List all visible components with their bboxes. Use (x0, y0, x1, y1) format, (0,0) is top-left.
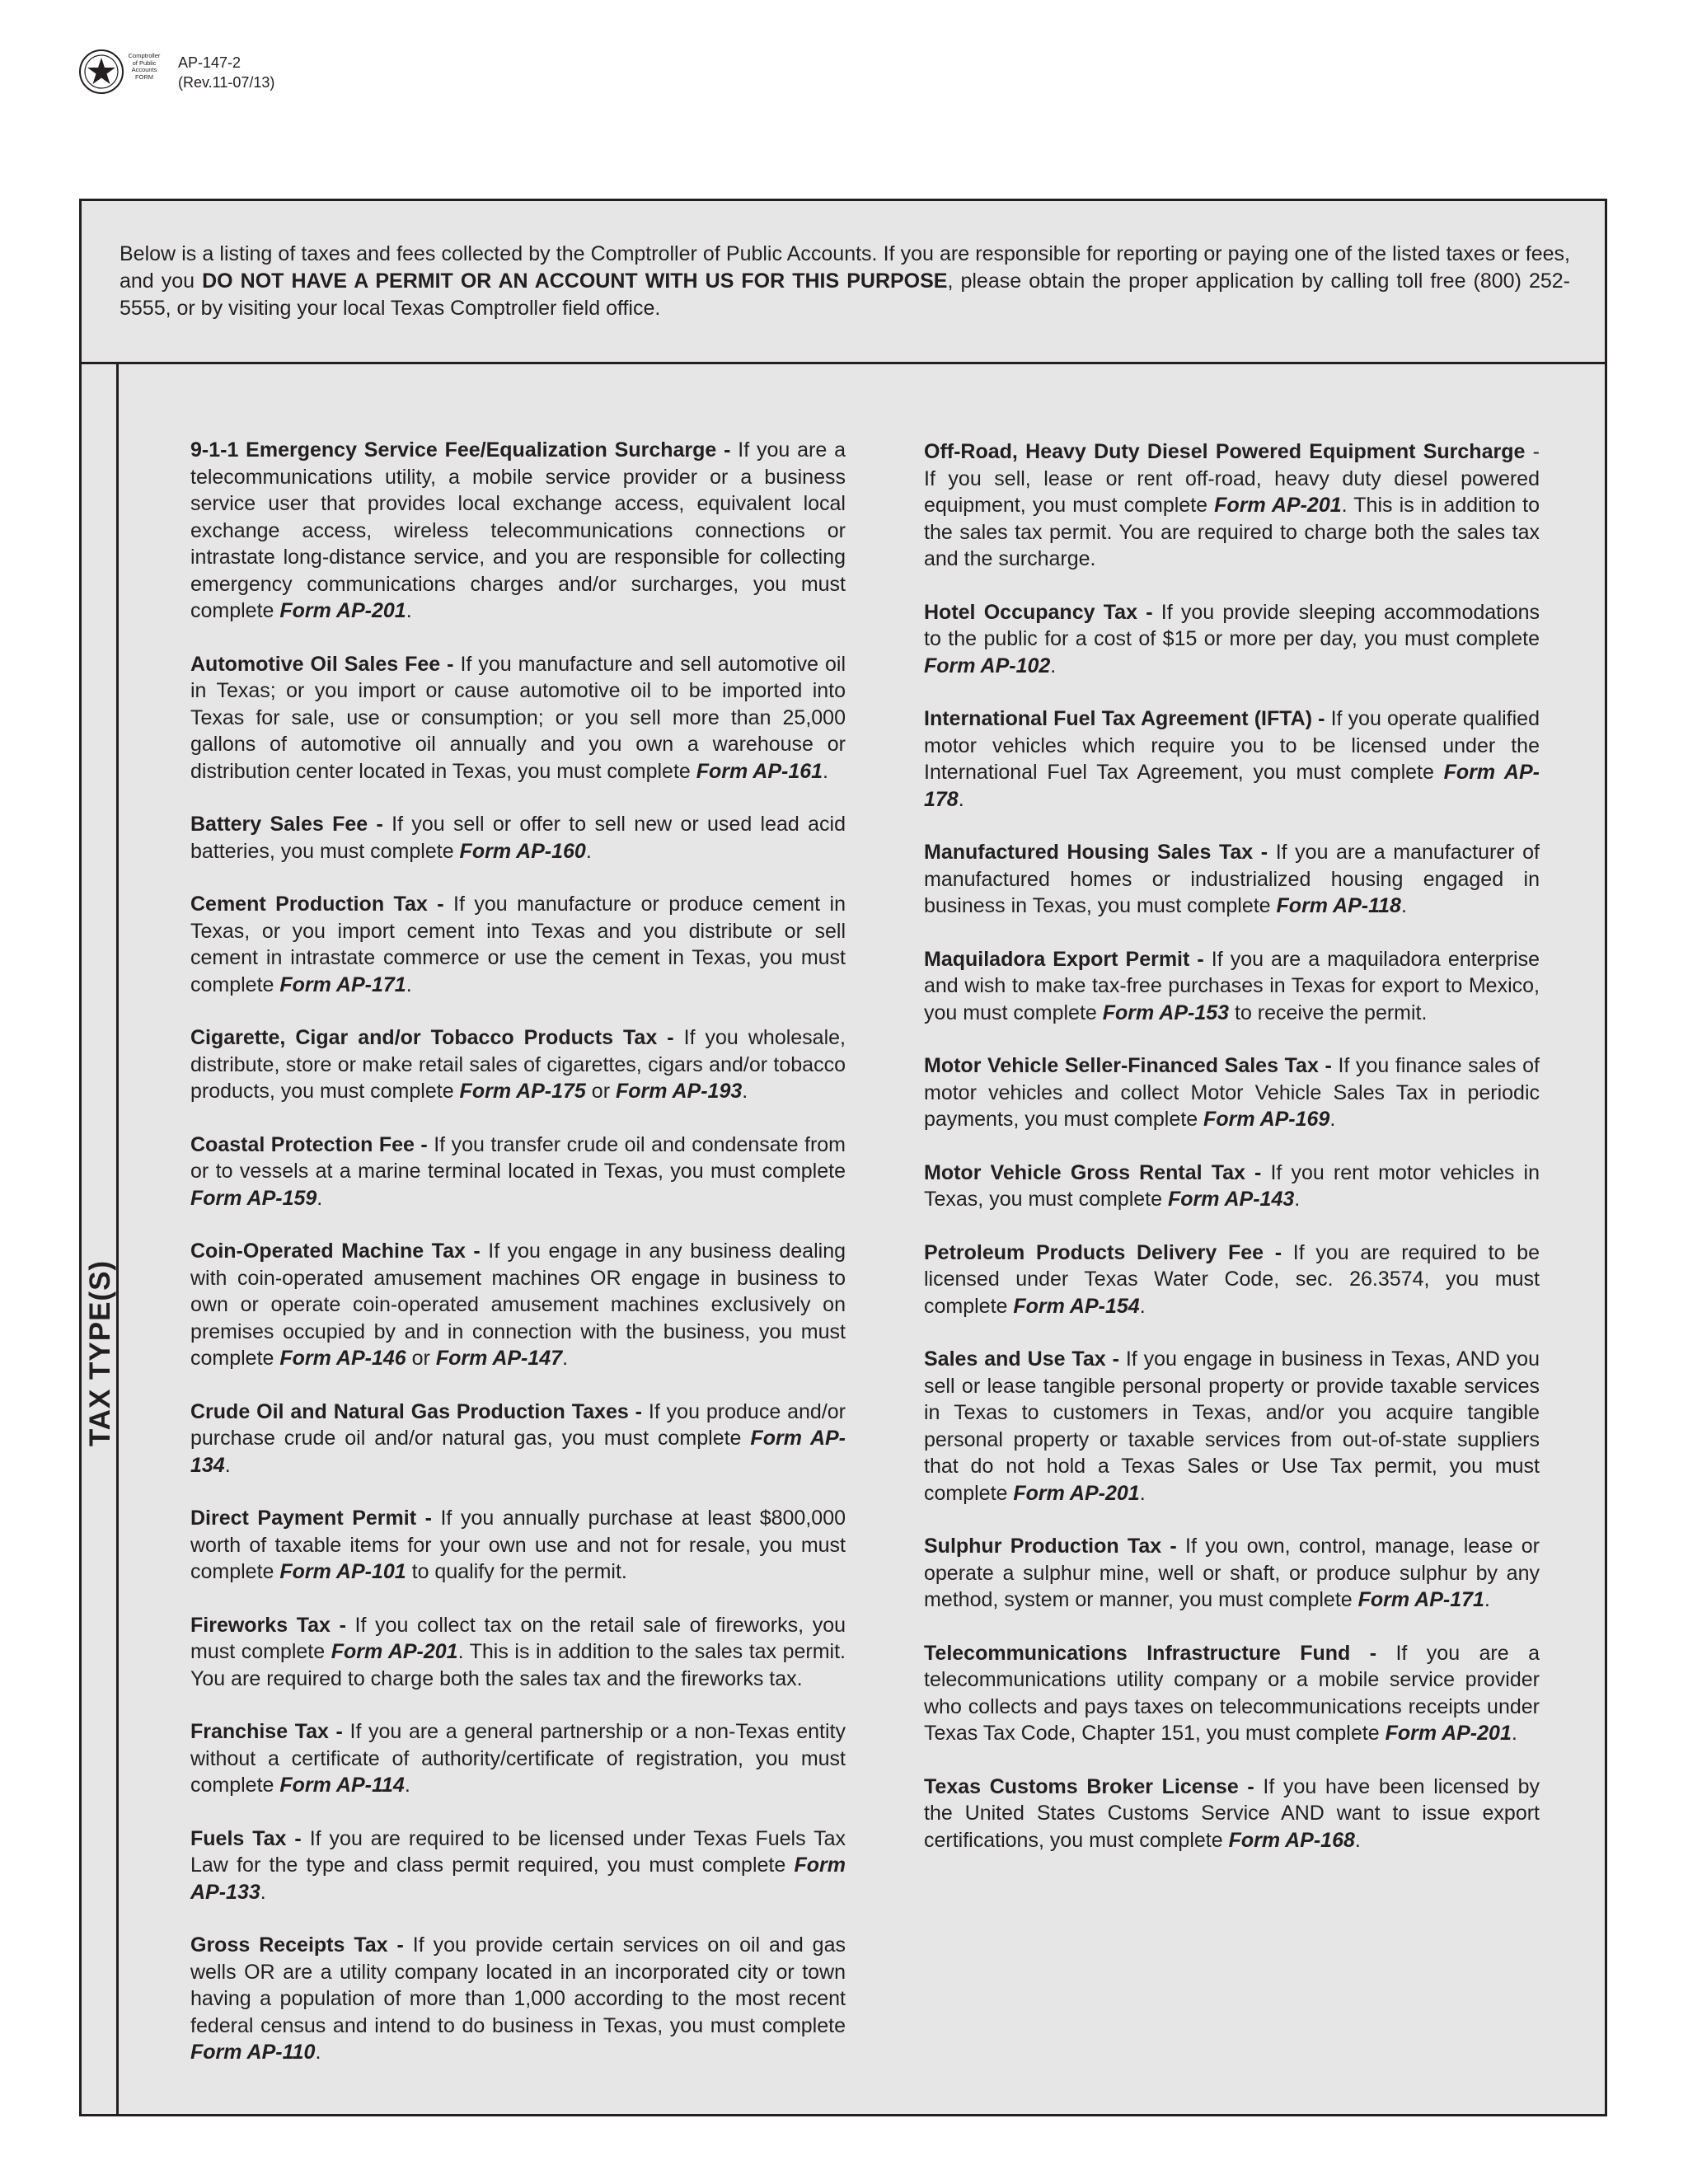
tax-entry (190, 1932, 846, 2066)
tax-entry-title: Motor Vehicle Seller-Financed Sales Tax - (924, 1054, 1332, 1077)
tax-entry-title: Telecommunications Infrastructure Fund - (924, 1641, 1377, 1665)
left-column (190, 437, 846, 2093)
intro-paragraph (82, 201, 1605, 364)
form-reference: Form AP-118 (1276, 894, 1401, 917)
form-reference: Form AP-114 (279, 1774, 405, 1797)
tax-entry-text: . (1329, 1108, 1336, 1131)
seal-caption (125, 53, 163, 81)
form-reference: Form AP-168 (1228, 1828, 1355, 1852)
tax-entry-text: . This is in addition to the sales tax permit. You are required to charge both the sales tax and the surcharge. (924, 494, 1540, 570)
tax-entry-title: Sulphur Production Tax - (924, 1535, 1177, 1558)
form-reference: Form AP-101 (279, 1560, 406, 1583)
tax-entry (924, 438, 1540, 573)
tax-entry-title: Cigarette, Cigar and/or Tobacco Products Tax - (190, 1026, 674, 1049)
tax-entry (190, 1718, 846, 1799)
form-reference: Form AP-153 (1102, 1001, 1230, 1024)
form-reference: Form AP-134 (190, 1427, 846, 1477)
tax-entry-text: If you collect tax on the retail sale of fireworks, you must complete (190, 1613, 846, 1663)
tax-entry (190, 1132, 846, 1212)
tax-entry (924, 1640, 1540, 1747)
tax-entry-text: If you manufacture and sell automotive oil in Texas; or you import or cause automotive oil to be imported into Texas for sale, use or consumption; or you sell more than 25,000 gallons of automotive oil annually and you own a warehouse or distribution center located in Texas, you must complete (190, 652, 846, 783)
right-column (924, 438, 1540, 1880)
seal-line: FORM (134, 73, 154, 81)
tax-type-sidebar (82, 364, 119, 2114)
form-revision: (Rev.11-07/13) (178, 74, 275, 91)
tax-entry-text: If you are a telecommunications utility company or a mobile service provider who collects and pays taxes on telecommunications receipts under Texas Tax Code, Chapter 151, you must complete (924, 1641, 1540, 1745)
tax-entry-text: . (585, 839, 592, 863)
tax-type-label: TAX TYPE(S) (84, 1259, 116, 1447)
form-reference: Form AP-146 (279, 1347, 406, 1370)
tax-entry (190, 1825, 846, 1906)
tax-entry-text: If you have been licensed by the United States Customs Service AND want to issue export certifications, you must complete (924, 1774, 1540, 1852)
form-reference: Form AP-160 (459, 839, 586, 863)
tax-entry-text: If you engage in any business dealing with coin-operated amusement machines OR engage in business to own or operate coin-operated amusement machines exclusively on premises occupied by and in connection with the business, you must complete (190, 1240, 846, 1370)
seal-line: Comptroller (128, 52, 161, 59)
tax-entry-title: Coin-Operated Machine Tax - (190, 1240, 481, 1263)
tax-entry-text: If you own, control, manage, lease or operate a sulphur mine, well or shaft, or produce sulphur by any method, system or manner, you must complete (924, 1535, 1540, 1611)
tax-entry-text: If you engage in business in Texas, AND you sell or lease tangible personal property or provide taxable services in Texas to customers in Texas, and/or you acquire tangible personal property or taxable services from out-of-state suppliers that do not hold a Texas Sales or Use Tax permit, you must complete (924, 1347, 1540, 1505)
intro-text: , please obtain the proper application by calling toll free (800) 252-5555, or by visiting your local Texas Comptroller field office. (120, 269, 1570, 320)
tax-entry-text: - If you sell, lease or rent off-road, heavy duty diesel powered equipment, you must complete (924, 440, 1540, 517)
tax-entry-text: If you are required to be licensed under Texas Water Code, sec. 26.3574, you must complete (924, 1240, 1540, 1318)
tax-entry-title: Texas Customs Broker License - (924, 1774, 1254, 1798)
tax-entry-text: If you provide sleeping accommodations to the public for a cost of $15 or more per day, you must complete (924, 600, 1540, 650)
tax-entry-title: Hotel Occupancy Tax - (924, 600, 1153, 624)
seal-line: of Public (132, 59, 157, 67)
tax-entry-text: If you sell or offer to sell new or used lead acid batteries, you must complete (190, 813, 846, 863)
tax-entry-title: International Fuel Tax Agreement (IFTA) - (924, 707, 1325, 730)
tax-entry-text: . (406, 972, 412, 996)
tax-entry-text: If you annually purchase at least $800,000 worth of taxable items for your own use and not for resale, you must complete (190, 1507, 846, 1583)
tax-entry (190, 1024, 846, 1105)
tax-entry-text: . (1139, 1481, 1146, 1505)
tax-entry-title: Off-Road, Heavy Duty Diesel Powered Equipment Surcharge (924, 440, 1526, 463)
tax-entry-text: . This is in addition to the sales tax permit. You are required to charge both the sales tax and the fireworks tax. (190, 1640, 846, 1690)
tax-entry-title: Sales and Use Tax - (924, 1347, 1119, 1371)
form-reference: Form AP-171 (1357, 1588, 1484, 1611)
tax-entry-text: . (1484, 1588, 1490, 1611)
tax-entry (190, 437, 846, 625)
form-reference: Form AP-178 (924, 761, 1540, 811)
form-reference: Form AP-147 (435, 1347, 563, 1370)
tax-entry-text: . (1400, 894, 1407, 917)
tax-entry (924, 1346, 1540, 1507)
tax-entry-title: Motor Vehicle Gross Rental Tax - (924, 1160, 1262, 1184)
tax-entry-text: If you operate qualified motor vehicles which require you to be licensed under the International Fuel Tax Agreement, you must complete (924, 707, 1540, 784)
tax-entry-text: If you provide certain services on oil and gas wells OR are a utility company located in an incorporated city or town having a population of more than 1,000 according to the most recent federal census and intend to do business in Texas, you must complete (190, 1933, 846, 2037)
tax-entry (924, 1052, 1540, 1133)
form-reference: Form AP-143 (1167, 1188, 1295, 1211)
tax-entry (924, 1160, 1540, 1213)
tax-entry-title: Franchise Tax - (190, 1720, 343, 1743)
tax-entry-text: . (562, 1347, 569, 1370)
tax-entry-title: Manufactured Housing Sales Tax - (924, 841, 1268, 864)
tax-entry (190, 1399, 846, 1479)
form-reference: Form AP-154 (1013, 1294, 1140, 1318)
form-reference: Form AP-161 (696, 759, 823, 783)
form-reference: Form AP-175 (459, 1080, 586, 1103)
tax-entry (190, 811, 846, 865)
tax-entry-text: If you transfer crude oil and condensate from or to vessels at a marine terminal located in Texas, you must complete (190, 1132, 846, 1183)
tax-entry-text: . (958, 787, 964, 811)
tax-entry-text: If you are required to be licensed under Texas Fuels Tax Law for the type and class permit required, you must complete (190, 1826, 846, 1877)
tax-entry (924, 1240, 1540, 1320)
tax-entry (924, 946, 1540, 1027)
form-number-block (178, 53, 274, 92)
tax-entry-text: If you produce and/or purchase crude oil and/or natural gas, you must complete (190, 1399, 846, 1450)
form-reference: Form AP-159 (190, 1186, 317, 1210)
tax-entry (190, 891, 846, 998)
tax-entry-text: . (260, 1880, 266, 1904)
tax-entry-text: to receive the permit. (1229, 1001, 1428, 1024)
tax-entry-text: If you wholesale, distribute, store or make retail sales of cigarettes, cigars and/or tobacco products, you must complete (190, 1026, 846, 1103)
form-reference: Form AP-201 (1214, 494, 1342, 517)
tax-entry-title: Fuels Tax - (190, 1826, 302, 1850)
tax-entry (924, 599, 1540, 680)
tax-entry-title: 9-1-1 Emergency Service Fee/Equalization Surcharge - (190, 438, 731, 462)
tax-entry-text: or (406, 1347, 436, 1370)
form-reference: Form AP-201 (331, 1640, 458, 1663)
form-number: AP-147-2 (178, 54, 241, 71)
tax-entry-title: Gross Receipts Tax - (190, 1933, 404, 1957)
comptroller-seal-icon (77, 48, 125, 96)
seal-line: Accounts (131, 66, 157, 74)
tax-entry (190, 651, 846, 785)
tax-entry (924, 705, 1540, 813)
tax-entry-text: . (823, 759, 828, 783)
tax-entry-text: . (1139, 1294, 1146, 1318)
tax-entry (190, 1238, 846, 1372)
form-reference: Form AP-193 (615, 1080, 743, 1103)
form-reference: Form AP-171 (279, 972, 406, 996)
tax-entry-text: . (742, 1080, 748, 1103)
form-reference: Form AP-201 (1013, 1481, 1140, 1505)
tax-entry-title: Petroleum Products Delivery Fee - (924, 1240, 1282, 1264)
tax-entry-text: If you are a telecommunications utility, a mobile service provider or a business service user that provides local exchange access, equivalent local exchange access, wireless telecommunications connections or intrastate long-distance service, and you are responsible for collecting emergency communications charges and/or surcharges, you must complete (190, 438, 846, 622)
tax-entry-text: . (1294, 1188, 1301, 1211)
form-reference: Form AP-110 (190, 2041, 316, 2064)
tax-entry-title: Automotive Oil Sales Fee - (190, 652, 454, 676)
tax-entry-text: If you are a maquiladora enterprise and wish to make tax-free purchases in Texas for export to Mexico, you must complete (924, 947, 1540, 1024)
tax-entry (924, 1533, 1540, 1614)
tax-entry-title: Crude Oil and Natural Gas Production Taxes - (190, 1399, 642, 1423)
tax-entry-text: or (585, 1080, 616, 1103)
tax-entry-text: If you manufacture or produce cement in Texas, or you import cement into Texas and you distribute or sell cement in intrastate commerce or use the cement in Texas, you must complete (190, 893, 846, 996)
tax-entry-title: Fireworks Tax - (190, 1613, 346, 1637)
tax-entry-title: Cement Production Tax - (190, 893, 444, 916)
tax-entry-text: . (316, 1186, 323, 1210)
intro-emphasis: DO NOT HAVE A PERMIT OR AN ACCOUNT WITH US FOR THIS PURPOSE (202, 269, 948, 293)
form-reference: Form AP-169 (1203, 1108, 1330, 1131)
tax-listing-box (79, 199, 1607, 2116)
tax-entry-text: If you are a manufacturer of manufactured homes or industrialized housing engaged in business in Texas, you must complete (924, 841, 1540, 917)
form-reference: Form AP-133 (190, 1854, 846, 1904)
tax-entry-text: . (406, 599, 412, 622)
tax-entry-title: Coastal Protection Fee - (190, 1132, 428, 1156)
tax-entry (924, 839, 1540, 920)
tax-entry (924, 1774, 1540, 1854)
tax-entry (190, 1505, 846, 1586)
tax-entry-text: . (1354, 1828, 1361, 1852)
intro-text: Below is a listing of taxes and fees collected by the Comptroller of Public Accounts. If you are responsible for reporting or paying one of the listed taxes or fees, and you (120, 242, 1570, 293)
tax-entry-text: . (1511, 1722, 1517, 1745)
tax-entry-text: If you finance sales of motor vehicles and collect Motor Vehicle Sales Tax in periodic payments, you must complete (924, 1054, 1540, 1131)
tax-entry-text: If you are a general partnership or a non-Texas entity without a certificate of authority/certificate of registration, you must complete (190, 1720, 846, 1797)
tax-entry-title: Maquiladora Export Permit - (924, 947, 1204, 971)
form-reference: Form AP-102 (924, 654, 1051, 677)
tax-entry-text: If you rent motor vehicles in Texas, you must complete (924, 1160, 1540, 1211)
tax-entry-text: . (224, 1453, 231, 1477)
form-reference: Form AP-201 (1385, 1722, 1512, 1745)
tax-entry-title: Battery Sales Fee - (190, 813, 383, 836)
tax-entry-text: . (315, 2041, 321, 2064)
tax-entry-text: to qualify for the permit. (406, 1560, 627, 1583)
tax-entry-text: . (404, 1774, 410, 1797)
form-reference: Form AP-201 (279, 599, 406, 622)
tax-entry-title: Direct Payment Permit - (190, 1507, 432, 1530)
tax-entry-text: . (1050, 654, 1057, 677)
tax-entry (190, 1612, 846, 1693)
